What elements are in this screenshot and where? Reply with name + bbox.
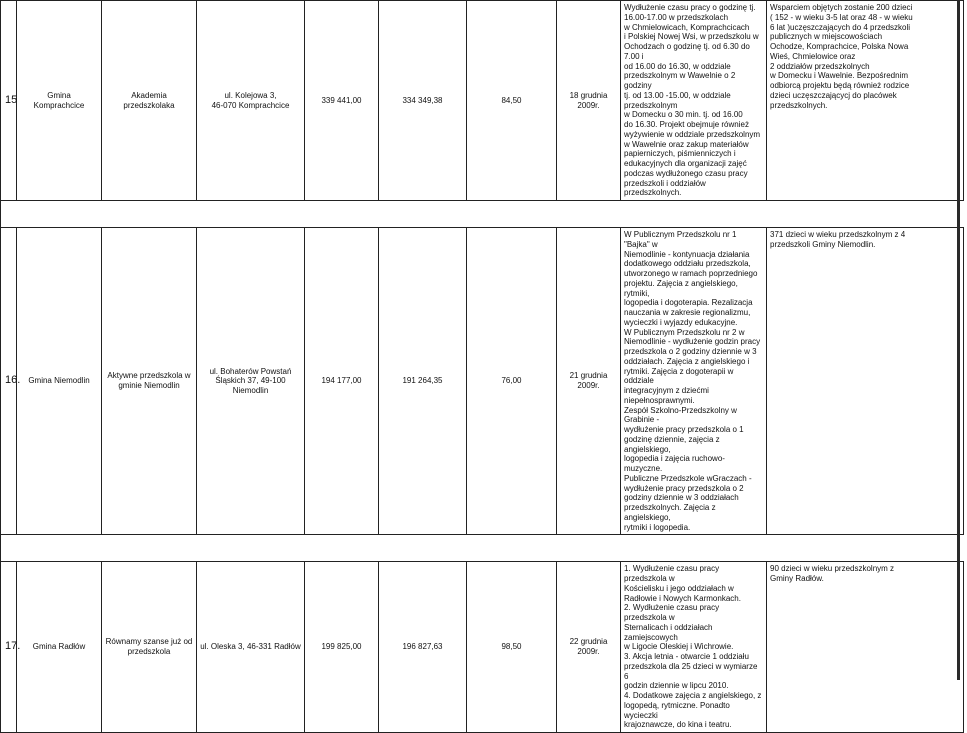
municipality-cell: Gmina Komprachcice	[17, 1, 102, 201]
address-cell: ul. Kolejowa 3, 46-070 Komprachcice	[197, 1, 305, 201]
table-row-17	[1, 562, 967, 733]
beneficiaries-cell: 90 dzieci w wieku przedszkolnym z Gminy Radłów.	[767, 562, 964, 733]
project-title-cell: Akademia przedszkolaka	[102, 1, 197, 201]
row-number: 17.	[1, 562, 17, 733]
description-cell: Wydłużenie czasu pracy o godzinę tj. 16.00-17.00 w przedszkolach w Chmielowicach, Komprachcicach i Polskiej Nowej Wsi, w przedszkolu w Ochodzach o godzinę tj. od 6.30 do 7.00 i od 16.00 do 16.30, w oddziale przedszkolnym w Wawelnie o 2 godziny tj. od 13.00 -15.00, w oddziale przedszkolnym w Domecku o 30 min. tj. od 16.00 do 16.30. Projekt obejmuje również wyżywienie w oddziale przedszkolnym w Wawelnie oraz zakup materiałów papierniczych, piśmienniczych i edukacyjnych dla organizacji zajęć podczas wydłużonego czasu pracy przedszkoli i oddziałów przedszkolnych.	[621, 1, 767, 201]
row-gap	[1, 535, 967, 562]
project-title-cell: Aktywne przedszkola w gminie Niemodlin	[102, 228, 197, 535]
percent-cell: 98,50	[467, 562, 557, 733]
row-number: 16.	[1, 228, 17, 535]
address-cell: ul. Bohaterów Powstań Śląskich 37, 49-100 Niemodlin	[197, 228, 305, 535]
date-cell: 22 grudnia 2009r.	[557, 562, 621, 733]
row-number: 15	[1, 1, 17, 201]
date-cell: 21 grudnia 2009r.	[557, 228, 621, 535]
percent-cell: 76,00	[467, 228, 557, 535]
percent-cell: 84,50	[467, 1, 557, 201]
municipality-cell: Gmina Radłów	[17, 562, 102, 733]
table-row-15	[1, 1, 967, 201]
grant-value-cell: 191 264,35	[379, 228, 467, 535]
total-value-cell: 339 441,00	[305, 1, 379, 201]
description-cell: W Publicznym Przedszkolu nr 1 "Bajka" w Niemodlinie - kontynuacja działania dodatkowego oddziału przedszkola, utworzonego w ramach poprzedniego projektu. Zajęcia z angielskiego, rytmiki, logopedia i dogoterapia. Rezalizacja nauczania w zakresie regionalizmu, wycieczki i wyjazdy edukacyjne. W Publicznym Przedszkolu nr 2 w Niemodlinie - wydłużenie godzin pracy przedszkola o 2 godziny dziennie w 3 oddziałach. Zajęcia z angielskiego i rytmiki. Zajęcia z dogoterapii w oddziale integracyjnym z dziećmi niepełnosprawnymi. Zespół Szkolno-Przedszkolny w Grabinie - wydłużenie pracy przedszkola o 1 godzinę dziennie, zajęcia z angielskiego, logopedia i zajęcia ruchowo-muzyczne. Publiczne Przedszkole wGraczach - wydłużenie pracy przedszkola o 2 godziny dziennie w 3 oddziałach przedszkolnych. Zajęcia z angielskiego, rytmiki i logopedia.	[621, 228, 767, 535]
grant-value-cell: 196 827,63	[379, 562, 467, 733]
beneficiaries-cell: Wsparciem objętych zostanie 200 dzieci ( 152 - w wieku 3-5 lat oraz 48 - w wieku 6 lat )uczęszczających do 4 przedszkoli publicznych w miejscowościach Ochodze, Komprachcice, Polska Nowa Wieś, Chmielowice oraz 2 oddziałów przedszkolnych w Domecku i Wawelnie. Bezpośrednim odbiorcą projektu będą również rodzice dzieci uczęszczającycj do placówek przedszkolnych.	[767, 1, 964, 201]
total-value-cell: 199 825,00	[305, 562, 379, 733]
municipality-cell: Gmina Niemodlin	[17, 228, 102, 535]
description-cell: 1. Wydłużenie czasu pracy przedszkola w Kościelisku i jego oddziałach w Radłowie i Nowych Karmonkach. 2. Wydłużenie czasu pracy przedszkola w Sternalicach i oddziałach zamiejscowych w Ligocie Oleskiej i Wichrowie. 3. Akcja letnia - otwarcie 1 oddziału przedszkola dla 25 dzieci w wymiarze 6 godzin dziennie w lipcu 2010. 4. Dodatkowe zajęcia z angielskiego, z logopedą, rytmiczne. Ponadto wycieczki krajoznawcze, do kina i teatru.	[621, 562, 767, 733]
table-row-16	[1, 228, 967, 535]
row-gap	[1, 201, 967, 228]
address-cell: ul. Oleska 3, 46-331 Radłów	[197, 562, 305, 733]
grant-value-cell: 334 349,38	[379, 1, 467, 201]
date-cell: 18 grudnia 2009r.	[557, 1, 621, 201]
total-value-cell: 194 177,00	[305, 228, 379, 535]
beneficiaries-cell: 371 dzieci w wieku przedszkolnym z 4 przedszkoli Gminy Niemodlin.	[767, 228, 964, 535]
project-title-cell: Równamy szanse już od przedszkola	[102, 562, 197, 733]
page-edge-bar	[957, 0, 960, 680]
